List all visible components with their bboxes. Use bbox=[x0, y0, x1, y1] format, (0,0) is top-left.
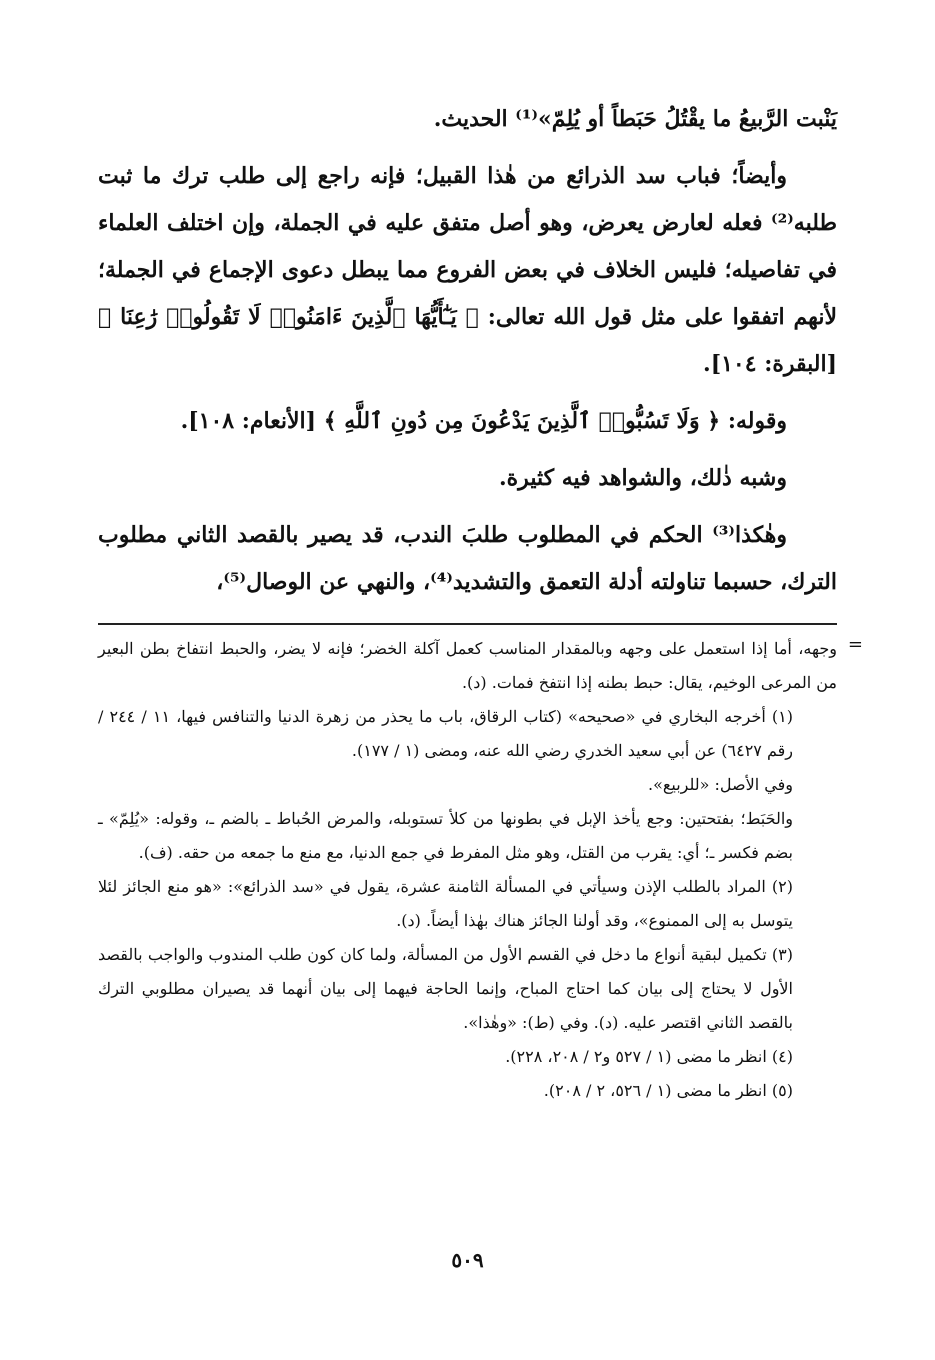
opening-line: يَنْبت الرَّبيعُ ما يقْتُلُ حَبَطاً أو يُلِمّ»⁽¹⁾ الحديث. bbox=[433, 106, 837, 132]
paragraph-lead: وقوله: bbox=[727, 408, 787, 434]
paragraph-text: وأيضاً؛ فباب سد الذرائع من هٰذا القبيل؛ فإنه راجع إلى طلب ترك ما ثبت طلبه⁽²⁾ فعله لعارض يعرض، وهو أصل متفق عليه في الجملة، وإن اختلف العلماء في تفاصيله؛ فليس الخلاف في بعض الفروع مما يبطل دعوى الإجماع في الجملة؛ لأنهم اتفقوا على مثل قول الله تعالى: bbox=[98, 163, 837, 330]
paragraph-text: وشبه ذٰلك، والشواهد فيه كثيرة. bbox=[499, 465, 787, 491]
footnote-separator bbox=[98, 623, 837, 625]
quran-verse-anam: ﴿ وَلَا تَسُبُّوا۟ ٱلَّذِينَ يَدْعُونَ مِن دُونِ ٱللَّهِ ﴾ bbox=[323, 408, 721, 434]
footnote-1-gloss: والحَبَط؛ بفتحتين: وجع يأخذ الإبل في بطونها من كلأ تستوبله، والمرض الحُباط ـ بالضم ـ، وقوله: «يُلِمّ» ـ بضم فكسر ـ؛ أي: يقرب من القتل، وهو مثل المفرط في جمع الدنيا، مع منع ما جمعه من حقه. (ف). bbox=[98, 809, 794, 862]
paragraph-hukm bbox=[98, 512, 837, 606]
page-number: ٥٠٩ bbox=[451, 1248, 484, 1272]
footnotes bbox=[98, 632, 863, 1108]
paragraph-anam-verse bbox=[98, 398, 837, 445]
main-text bbox=[98, 96, 837, 606]
footnote-5: (٥) انظر ما مضى (١ / ٥٢٦، ٢ / ٢٠٨). bbox=[543, 1081, 793, 1100]
footnote-4: (٤) انظر ما مضى (١ / ٥٢٧ و٢ / ٢٠٨، ٢٢٨). bbox=[505, 1047, 793, 1066]
continuation-mark: = bbox=[847, 634, 863, 655]
paragraph-shawahid bbox=[98, 455, 837, 502]
verse-reference: [البقرة: ١٠٤]. bbox=[703, 351, 837, 377]
paragraph-text: وهٰكذا⁽³⁾ الحكم في المطلوب طلبَ الندب، قد يصير بالقصد الثاني مطلوب الترك، حسبما تناولته أدلة التعمق والتشديد⁽⁴⁾، والنهي عن الوصال⁽⁵⁾، bbox=[98, 522, 837, 595]
paragraph-sadd-al-dharai bbox=[98, 153, 837, 388]
footnote-continuation: وجهه، أما إذا استعمل على وجهه وبالمقدار المناسب كعمل آكلة الخضر؛ فإنه لا يضر، والحبط انتفاخ بطن البعير من المرعى الوخيم، يقال: حبط بطنه إذا انتفخ فمات. (د). bbox=[98, 639, 837, 692]
footnote-1-note: وفي الأصل: «للربيع». bbox=[647, 775, 793, 794]
footnote-1: (١) أخرجه البخاري في «صحيحه» (كتاب الرقاق، باب ما يحذر من زهرة الدنيا والتنافس فيها، ١١ / ٢٤٤ / رقم ٦٤٢٧) عن أبي سعيد الخدري رضي الله عنه، ومضى (١ / ١٧٧). bbox=[98, 707, 794, 760]
verse-reference: [الأنعام: ١٠٨]. bbox=[180, 408, 317, 434]
footnote-3: (٣) تكميل لبقية أنواع ما دخل في القسم الأول من المسألة، ولما كان كون طلب المندوب والواجب بالقصد الأول لا يحتاج إلى بيان كما احتاج المباح، وإنما الحاجة فيهما إلى بيان أنهما قد يصيران مطلوبي الترك بالقصد الثاني اقتصر عليه. (د). وفي (ط): «وهٰذا». bbox=[98, 945, 793, 1032]
footnote-2: (٢) المراد بالطلب الإذن وسيأتي في المسألة الثامنة عشرة، يقول في «سد الذرائع»: «هو منع الجائز لئلا يتوسل به إلى الممنوع»، وقد أولنا الجائز هناك بهٰذا أيضاً. (د). bbox=[98, 877, 793, 930]
quran-verse-baqarah: ﴿ يَـٰٓأَيُّهَا ٱلَّذِينَ ءَامَنُوا۟ لَا تَقُولُوا۟ رَٰعِنَا ﴾ bbox=[98, 304, 479, 330]
